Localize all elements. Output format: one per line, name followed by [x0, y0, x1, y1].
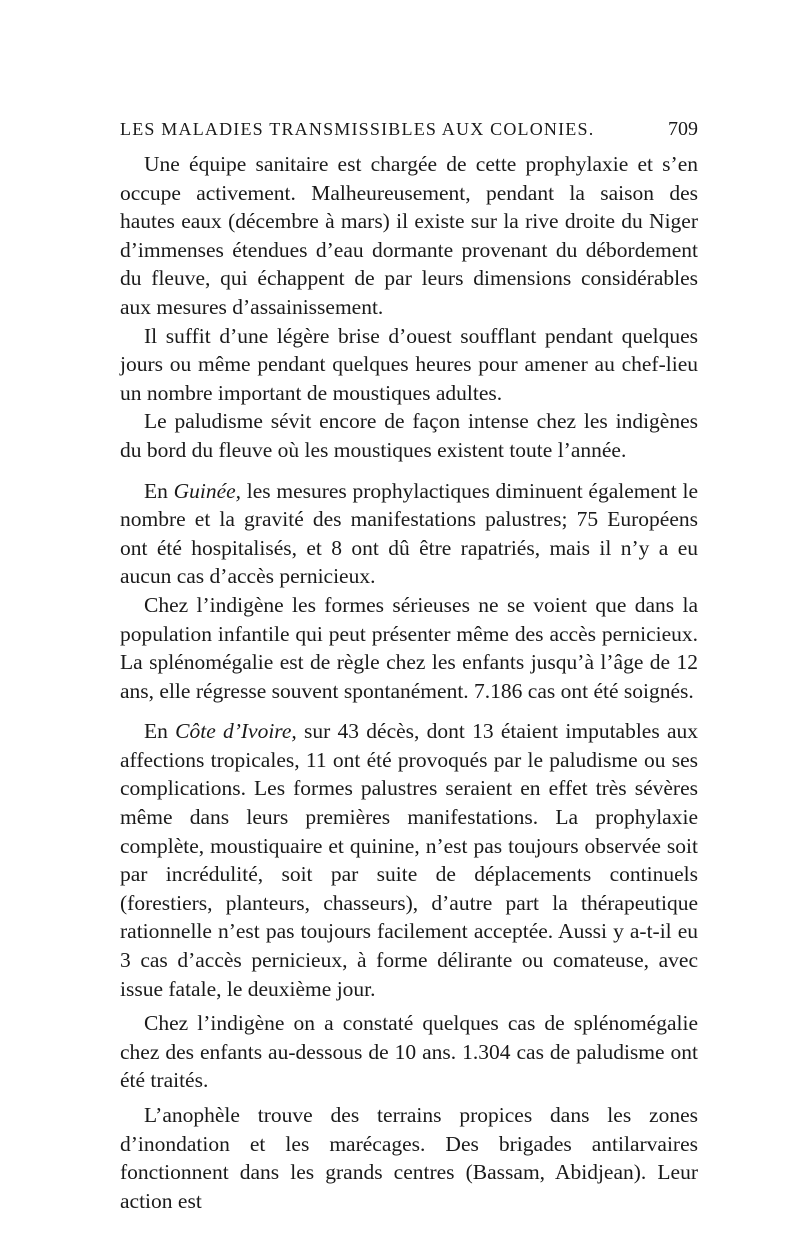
paragraph-guinee-text: les mesures prophylactiques diminuent également le nombre et la gravité des manifestations palustres; 75 Européens ont été hospitalisés, et 8 ont dû être rapatriés, mais il n’y a eu aucun cas d’accès pernicieux. [120, 478, 698, 589]
place-name-guinee: Guinée, [173, 478, 242, 503]
paragraph-2-text: Il suffit d’une légère brise d’ouest soufflant pendant quelques jours ou même pendant quelques heures pour amener au chef-lieu un nombre important de moustiques adultes. [120, 323, 698, 405]
paragraph-guinee [120, 477, 698, 591]
paragraph-7-text: Chez l’indigène on a constaté quelques cas de splénomégalie chez des enfants au-dessous de 10 ans. 1.304 cas de paludisme ont été traités. [120, 1011, 698, 1093]
paragraph-cote-ivoire [120, 717, 698, 1003]
paragraph-3-text: Le paludisme sévit encore de façon intense chez les indigènes du bord du fleuve où les moustiques existent toute l’année. [120, 409, 698, 462]
paragraph-7 [120, 1009, 698, 1095]
running-header [120, 118, 698, 141]
paragraph-8-text: L’anophèle trouve des terrains propices dans les zones d’inondation et les marécages. Des brigades antilarvaires fonctionnent dans les grands centres (Bassam, Abidjean). Leur action est [120, 1103, 698, 1213]
paragraph-cote-ivoire-text: sur 43 décès, dont 13 étaient imputables aux affections tropicales, 11 ont été provoqués par le paludisme ou ses complications. Les formes palustres seraient en effet très sévères même dans leurs premières manifestations. La prophylaxie complète, moustiquaire et quinine, n’est pas toujours observée soit par incrédulité, soit par suite de déplacements continuels (forestiers, planteurs, chasseurs), d’autre part la thérapeutique rationnelle n’est pas toujours facilement acceptée. Aussi y a-t-il eu 3 cas d’accès pernicieux, à forme délirante ou comateuse, avec issue fatale, le deuxième jour. [120, 719, 698, 1001]
paragraph-5 [120, 591, 698, 705]
paragraph-1 [120, 150, 698, 322]
paragraph-3 [120, 407, 698, 464]
running-title: LES MALADIES TRANSMISSIBLES AUX COLONIES. [120, 119, 595, 139]
page-number: 709 [668, 118, 698, 140]
paragraph-guinee-lead: En [144, 478, 174, 503]
paragraph-1-text: Une équipe sanitaire est chargée de cette prophylaxie et s’en occupe activement. Malheureusement, pendant la saison des hautes eaux (décembre à mars) il existe sur la rive droite du Niger d’immenses étendues d’eau dormante provenant du débordement du fleuve, qui échappent de par leurs dimensions considérables aux mesures d’assainissement. [120, 152, 698, 319]
page-body [120, 150, 698, 1215]
place-name-cote-ivoire: Côte d’Ivoire, [175, 719, 297, 744]
paragraph-cote-ivoire-lead: En [144, 719, 176, 744]
paragraph-5-text: Chez l’indigène les formes sérieuses ne se voient que dans la population infantile qui peut présenter même des accès pernicieux. La splénomégalie est de règle chez les enfants jusqu’à l’âge de 12 ans, elle régresse souvent spontanément. 7.186 cas ont été soignés. [120, 592, 698, 703]
paragraph-8 [120, 1101, 698, 1215]
paragraph-2 [120, 322, 698, 408]
